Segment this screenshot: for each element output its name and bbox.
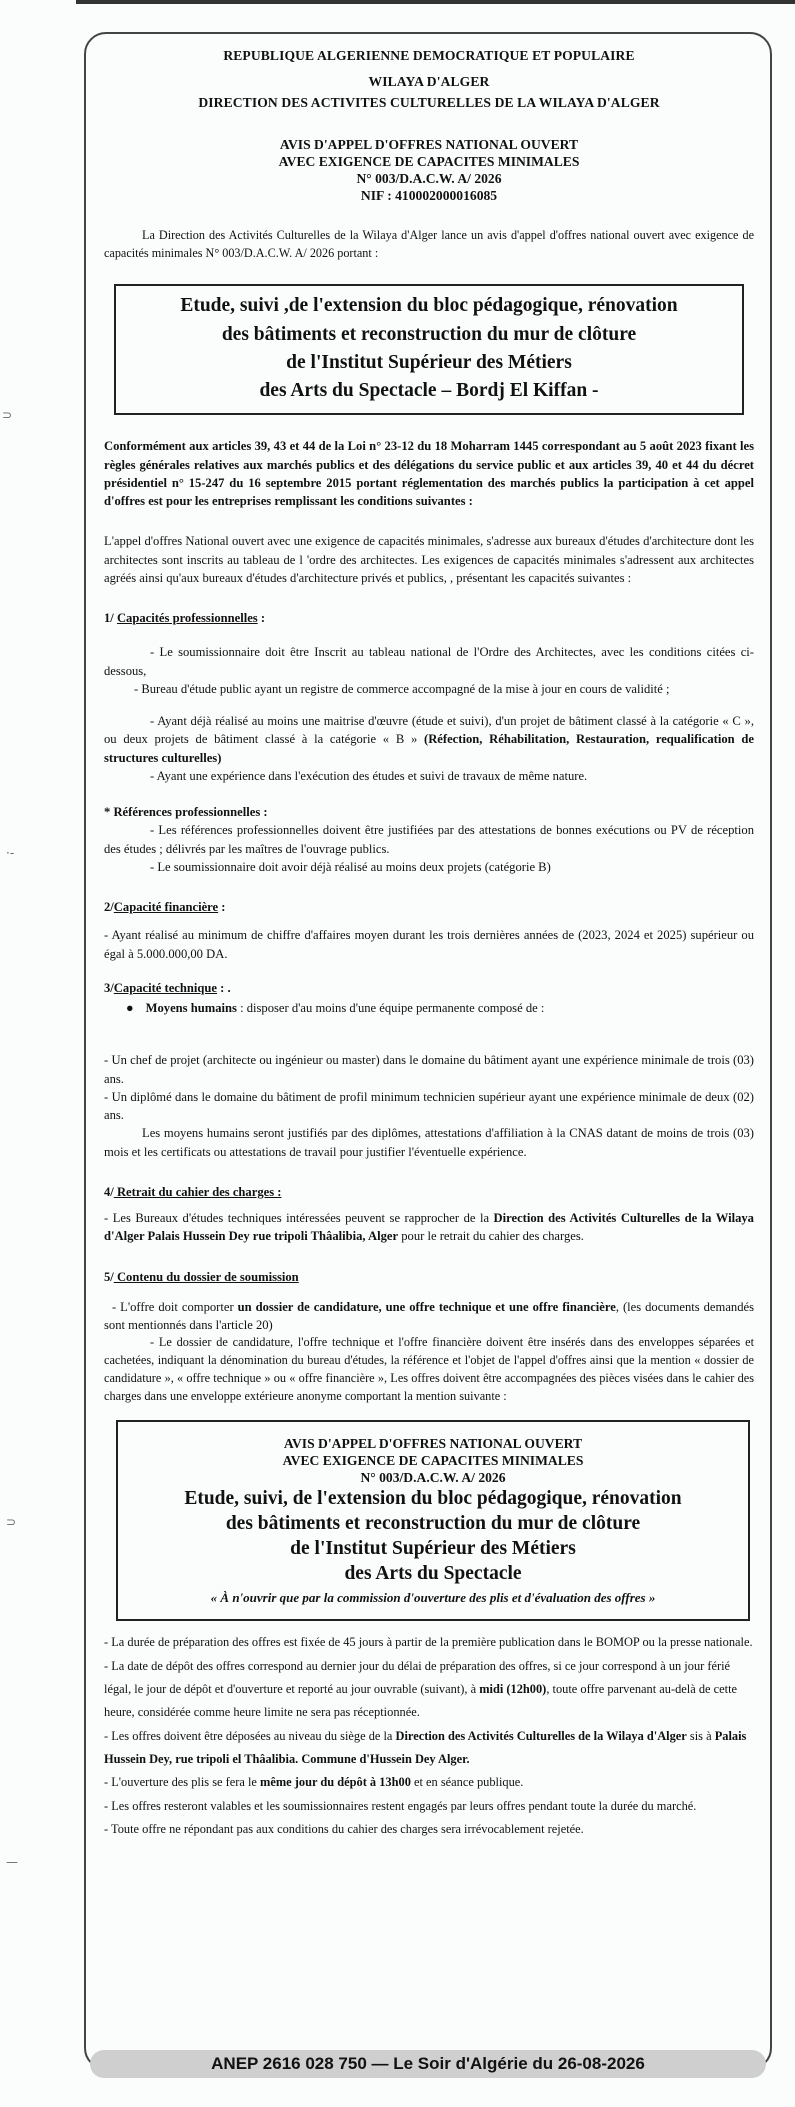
final-item-2 — [104, 1655, 754, 1725]
final-item-2-a: - La date de dépôt des offres correspond au dernier jour du délai de préparation des offres, si ce jour correspond à un jour férié légal, le jour de dépôt et d'ouverture et reporté au jour ouvrable (suivant), à — [104, 1658, 731, 1697]
section-5-item-1 — [104, 1298, 754, 1335]
references-title: * Références professionnelles : — [104, 805, 268, 820]
final-item-1: - La durée de préparation des offres est fixée de 45 jours à partir de la première publication dans le BOMOP ou la presse nationale. — [104, 1635, 753, 1650]
section-5-title: Contenu du dossier de soumission — [113, 1269, 299, 1284]
section-5-heading — [104, 1268, 754, 1286]
section-1-item-3-text: - Ayant déjà réalisé au moins une maitrise d'œuvre (étude et suivi), d'un projet de bâtiment classé à la catégorie « C », ou deux projets de bâtiment classé à la catégorie « B » — [104, 714, 754, 747]
section-4-text-bold: Direction des Activités Culturelles de la Wilaya d'Alger Palais Hussein Dey rue tripoli Thâalibia, Alger — [104, 1211, 754, 1244]
section-1-item-2: - Bureau d'étude public ayant un registre de commerce accompagné de la mise à jour en cours de validité ; — [134, 681, 670, 696]
final-item-4 — [104, 1771, 754, 1794]
section-2-text: - Ayant réalisé au minimum de chiffre d'affaires moyen durant les trois dernières années de (2023, 2024 et 2025) supérieur ou égal à 5.000.000,00 DA. — [104, 928, 754, 961]
section-3-number: 3/ — [104, 980, 114, 995]
section-4-number: 4/ — [104, 1184, 114, 1199]
references-item-1: - Les références professionnelles doivent être justifiées par des attestations de bonnes exécutions ou PV de réception des études ; délivrés par les maîtres de l'ouvrage publics. — [104, 823, 754, 856]
section-3-bullet-text: : disposer d'au moins d'une équipe permanente composé de : — [236, 1001, 545, 1016]
section-3-bullet — [126, 999, 754, 1017]
envelope-number: N° 003/D.A.C.W. A/ 2026 — [360, 1469, 506, 1485]
bullet-icon: ● — [126, 1001, 134, 1016]
section-4-text — [104, 1209, 754, 1246]
section-2-title: Capacité financière — [113, 900, 219, 915]
section-1-item-3-bold: (Réfection, Réhabilitation, Restauration, requalification de structures culturelles) — [104, 732, 754, 765]
final-item-4-bold: même jour du dépôt à 13h00 — [260, 1775, 411, 1790]
section-3-colon: : . — [217, 980, 231, 995]
section-1-item-4: - Ayant une expérience dans l'exécution des études et suivi de travaux de même nature. — [150, 768, 588, 783]
final-item-3 — [104, 1725, 754, 1772]
envelope-title-1: AVIS D'APPEL D'OFFRES NATIONAL OUVERT — [283, 1435, 583, 1451]
section-4-heading — [104, 1183, 754, 1201]
margin-mark: — — [6, 1855, 18, 1869]
project-line-1: Etude, suivi ,de l'extension du bloc pédagogique, rénovation — [180, 295, 678, 317]
notice-title-1: AVIS D'APPEL D'OFFRES NATIONAL OUVERT — [279, 137, 579, 153]
section-3-item-1: - Un chef de projet (architecte ou ingénieur ou master) dans le domaine du bâtiment ayant une expérience minimale de trois (03) ans. — [104, 1053, 754, 1086]
section-3-item-2: - Un diplômé dans le domaine du bâtiment de profil minimum technicien supérieur ayant une expérience minimale de deux (02) ans. — [104, 1089, 754, 1123]
margin-mark: ·- — [6, 846, 15, 860]
project-line-3: de l'Institut Supérieur des Métiers — [286, 351, 572, 373]
section-3-heading — [104, 979, 754, 997]
section-1-heading — [104, 609, 754, 627]
section-2-colon: : — [218, 900, 226, 915]
notice-title-block — [104, 137, 754, 205]
section-2-number: 2/ — [104, 900, 114, 915]
legal-paragraph: Conformément aux articles 39, 43 et 44 de la Loi n° 23-12 du 18 Moharram 1445 correspondant au 5 août 2023 fixant les règles générales relatives aux marchés publics et des délégations du service public et aux articles 39, 40 et 44 du décret présidentiel n° 15-247 du 16 septembre 2015 portant réglementation des marchés publics la participation à cet appel d'offres est pour les entreprises remplissant les conditions suivantes : — [104, 439, 754, 509]
section-1-item-1: - Le soumissionnaire doit être Inscrit au tableau national de l'Ordre des Architectes, avec les conditions citées ci-dessous, — [104, 645, 754, 678]
envelope-note: « À n'ouvrir que par la commission d'ouverture des plis et d'évaluation des offres » — [210, 1589, 656, 1605]
final-item-3-bold-2: Palais Hussein Dey, rue tripoli el Thâalibia. Commune d'Hussein Dey Alger. — [104, 1728, 747, 1766]
project-line-2: des bâtiments et reconstruction du mur de clôture — [221, 323, 637, 345]
final-item-3-a: - Les offres doivent être déposées au niveau du siège de la — [104, 1728, 396, 1743]
section-2-heading — [104, 898, 754, 916]
header-line-3: DIRECTION DES ACTIVITES CULTURELLES DE LA WILAYA D'ALGER — [198, 95, 660, 111]
notice-number: N° 003/D.A.C.W. A/ 2026 — [356, 171, 502, 187]
envelope-line-4: des Arts du Spectacle — [344, 1562, 522, 1584]
intro-paragraph: La Direction des Activités Culturelles de la Wilaya d'Alger lance un avis d'appel d'offres national ouvert avec exigence de capacités minimales N° 003/D.A.C.W. A/ 2026 portant : — [104, 228, 754, 260]
envelope-line-2: des bâtiments et reconstruction du mur de clôture — [225, 1512, 641, 1534]
envelope-title-2: AVEC EXIGENCE DE CAPACITES MINIMALES — [282, 1452, 584, 1468]
section-4-text-b: pour le retrait du cahier des charges. — [398, 1229, 584, 1244]
margin-mark: ⊃ — [2, 408, 13, 422]
section-5-item-1-bold: un dossier de candidature, une offre technique et une offre financière — [237, 1299, 616, 1314]
header-line-1: REPUBLIQUE ALGERIENNE DEMOCRATIQUE ET POPULAIRE — [223, 48, 635, 63]
margin-mark: ⊃ — [6, 1515, 17, 1529]
final-item-2-b: , toute offre parvenant au-delà de cette heure, considérée comme heure limite ne sera pas réceptionnée. — [104, 1682, 738, 1720]
section-5-number: 5/ — [104, 1269, 114, 1284]
section-3-bullet-bold: Moyens humains — [145, 1001, 237, 1016]
notice-content — [104, 46, 754, 1841]
final-item-3-mid: sis à — [686, 1728, 715, 1743]
references-item-2: - Le soumissionnaire doit avoir déjà réalisé au moins deux projets (catégorie B) — [150, 859, 551, 874]
notice-nif: NIF : 410002000016085 — [360, 188, 498, 204]
section-3-item-3: Les moyens humains seront justifiés par des diplômes, attestations d'affiliation à la CNAS datant de moins de trois (03) mois et les certificats ou attestations de travail pour justifier l'éventuelle expérience. — [104, 1126, 754, 1159]
final-item-3-bold-1: Direction des Activités Culturelles de la Wilaya d'Alger — [395, 1728, 687, 1743]
envelope-line-1: Etude, suivi, de l'extension du bloc pédagogique, rénovation — [184, 1487, 682, 1509]
section-1-title: Capacités professionnelles — [116, 611, 258, 626]
envelope-line-3: de l'Institut Supérieur des Métiers — [290, 1537, 576, 1559]
eligibility-paragraph: L'appel d'offres National ouvert avec une exigence de capacités minimales, s'adresse aux bureaux d'études d'architecture dont les architectes sont inscrits au tableau de l 'ordre des architectes. Les exigences de capacités minimales s'adressent aux architectes agréés ainsi qu'aux bureaux d'études d'architecture privés et publics, , présentant les capacités suivantes : — [104, 534, 754, 585]
section-5-item-1-b: , (les documents demandés sont mentionnés dans l'article 20) — [104, 1299, 754, 1333]
final-item-4-a: - L'ouverture des plis se fera le — [104, 1775, 261, 1790]
final-item-6: - Toute offre ne répondant pas aux conditions du cahier des charges sera irrévocablement rejetée. — [104, 1821, 584, 1836]
section-1-colon: : — [257, 611, 266, 626]
top-edge-bar — [76, 0, 795, 4]
notice-title-2: AVEC EXIGENCE DE CAPACITES MINIMALES — [278, 154, 580, 170]
section-1-item-3 — [104, 712, 754, 767]
section-3-title: Capacité technique — [113, 980, 217, 995]
final-conditions — [104, 1631, 754, 1841]
section-4-title: Retrait du cahier des charges : — [113, 1184, 282, 1199]
final-item-2-bold: midi (12h00) — [479, 1682, 547, 1697]
section-5-item-2: - Le dossier de candidature, l'offre technique et l'offre financière doivent être insérés dans des enveloppes séparées et cachetées, indiquant la dénomination du bureau d'études, la référence et l'objet de l'appel d'offres ainsi que la mention « dossier de candidature », « offre technique » ou « offre financière », Les offres doivent être accompagnées des pièces visées dans le cahier des charges dans une enveloppe extérieure anonyme comportant la mention suivante : — [104, 1335, 754, 1403]
final-item-4-b: et en séance publique. — [410, 1775, 524, 1790]
publication-footer: ANEP 2616 028 750 — Le Soir d'Algérie du 26-08-2026 — [90, 2050, 766, 2078]
section-1-number: 1/ — [104, 611, 117, 626]
project-line-4: des Arts du Spectacle – Bordj El Kiffan - — [259, 380, 599, 402]
header-line-2: WILAYA D'ALGER — [368, 73, 490, 89]
project-box — [114, 284, 744, 415]
section-4-text-a: - Les Bureaux d'études techniques intéressées peuvent se rapprocher de la — [104, 1211, 494, 1226]
final-item-5: - Les offres resteront valables et les soumissionnaires restent engagés par leurs offres pendant toute la durée du marché. — [104, 1798, 697, 1813]
section-5-item-1-a: - L'offre doit comporter — [112, 1299, 238, 1314]
envelope-box — [116, 1420, 750, 1622]
